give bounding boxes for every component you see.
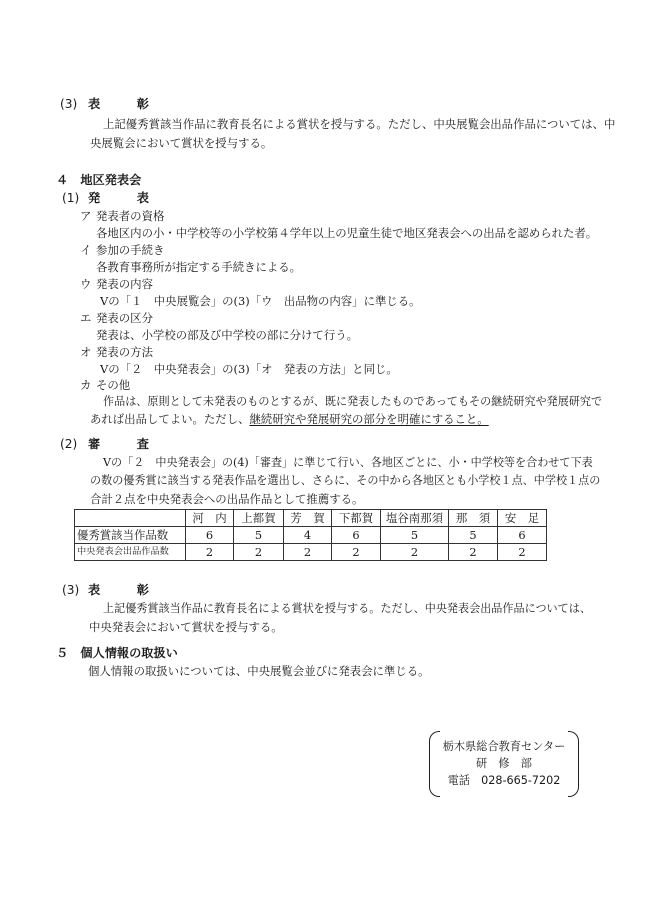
table-column-header: 上都賀 [234, 510, 284, 527]
item-label-e: 発表の区分 [96, 311, 153, 325]
item-label-ka: その他 [96, 378, 131, 392]
table-column-header: 下都賀 [332, 510, 381, 527]
item-mark-o: オ [80, 345, 92, 359]
table-cell: 5 [381, 527, 449, 544]
table-cell: 2 [284, 544, 332, 561]
table-cell: 2 [449, 544, 498, 561]
section-4-3-line-1: 上記優秀賞該当作品に教育長名による賞状を授与する。ただし、中央発表会出品作品については、 [103, 602, 591, 615]
contact-phone: 電話 028-665-7202 [447, 774, 561, 787]
section-4-2-title: 審 査 [88, 437, 149, 451]
item-label-a: 発表者の資格 [96, 209, 165, 223]
table-cell: 6 [332, 527, 381, 544]
item-text-a: 各地区内の小・中学校等の小学校第４学年以上の児童生徒で地区発表会への出品を認められた者。 [96, 226, 598, 240]
item-text-o: Ⅴの「２ 中央発表会」の(3)「オ 発表の方法」と同じ。 [100, 362, 398, 376]
table-column-header: 芳 賀 [284, 510, 332, 527]
section-3-line-2: 央展覧会において賞状を授与する。 [90, 136, 273, 150]
section-4-1-number: (1) [62, 191, 80, 205]
table-cell: 2 [381, 544, 449, 561]
section-4-2-number: (2) [60, 437, 78, 451]
section-3-number: (3) [60, 97, 78, 111]
item-text-ka-2-plain: あれば出品してよい。ただし、 [90, 412, 250, 426]
table-row-label: 中央発表会出品作品数 [75, 544, 186, 561]
item-text-ka-1: 作品は、原則として未発表のものとするが、既に発表したものであってもその継続研究や発展研究で [103, 395, 603, 408]
table-row [75, 527, 547, 544]
table-cell: 6 [498, 527, 547, 544]
table-cell: 6 [186, 527, 234, 544]
contact-org: 栃木県総合教育センター [442, 740, 566, 753]
section-5-heading: ５ 個人情報の取扱い [56, 646, 178, 660]
item-label-i: 参加の手続き [96, 243, 165, 257]
contact-dept: 研 修 部 [476, 757, 532, 770]
table-cell: 5 [449, 527, 498, 544]
contact-box [429, 731, 579, 797]
district-table [74, 509, 547, 561]
item-mark-i: イ [80, 243, 92, 257]
section-4-heading: ４ 地区発表会 [56, 173, 142, 187]
item-text-u: Ⅴの「１ 中央展覧会」の(3)「ウ 出品物の内容」に準じる。 [100, 294, 421, 308]
item-label-o: 発表の方法 [96, 345, 153, 359]
table-column-header: 安 足 [498, 510, 547, 527]
item-label-u: 発表の内容 [96, 277, 153, 291]
section-4-2-line-2: の数の優秀賞に該当する発表作品を選出し、さらに、その中から各地区とも小学校１点、中学校１点の [90, 474, 601, 487]
section-3-title: 表 彰 [88, 97, 149, 111]
item-text-ka-2-underlined: 継続研究や発展研究の部分を明確にすること。 [249, 412, 489, 426]
table-cell: 2 [332, 544, 381, 561]
item-mark-u: ウ [80, 277, 92, 291]
table-column-header: 那 須 [449, 510, 498, 527]
table-header-row [75, 510, 547, 527]
table-column-header: 塩谷南那須 [381, 510, 449, 527]
item-mark-e: エ [80, 311, 92, 325]
table-cell: 2 [234, 544, 284, 561]
section-4-3-number: (3) [62, 583, 80, 597]
item-text-e: 発表は、小学校の部及び中学校の部に分けて行う。 [96, 328, 358, 342]
section-3-line-1: 上記優秀賞該当作品に教育長名による賞状を授与する。ただし、中央展覧会出品作品については、中 [103, 117, 616, 131]
section-5-line-1: 個人情報の取扱いについては、中央展覧会並びに発表会に準じる。 [88, 664, 430, 678]
table-cell: 2 [186, 544, 234, 561]
table-column-header: 河 内 [186, 510, 234, 527]
section-4-2-line-3: 合計２点を中央発表会への出品作品として推薦する。 [90, 492, 364, 506]
table-cell: 5 [234, 527, 284, 544]
item-text-i: 各教育事務所が指定する手続きによる。 [96, 260, 302, 274]
table-cell: 2 [498, 544, 547, 561]
item-text-ka-2 [90, 412, 489, 426]
section-4-3-title: 表 彰 [88, 583, 149, 597]
section-4-1-title: 発 表 [88, 191, 149, 205]
table-cell: 4 [284, 527, 332, 544]
item-mark-ka: カ [80, 378, 92, 392]
table-row-label: 優秀賞該当作品数 [75, 527, 186, 544]
item-mark-a: ア [80, 209, 92, 223]
section-4-2-line-1: Ⅴの「２ 中央発表会」の(4)「審査」に準じて行い、各地区ごとに、小・中学校等を合わせて下表 [103, 456, 593, 469]
section-4-3-line-2: 中央発表会において賞状を授与する。 [89, 620, 283, 634]
table-corner-cell [75, 510, 186, 527]
table-row [75, 544, 547, 561]
